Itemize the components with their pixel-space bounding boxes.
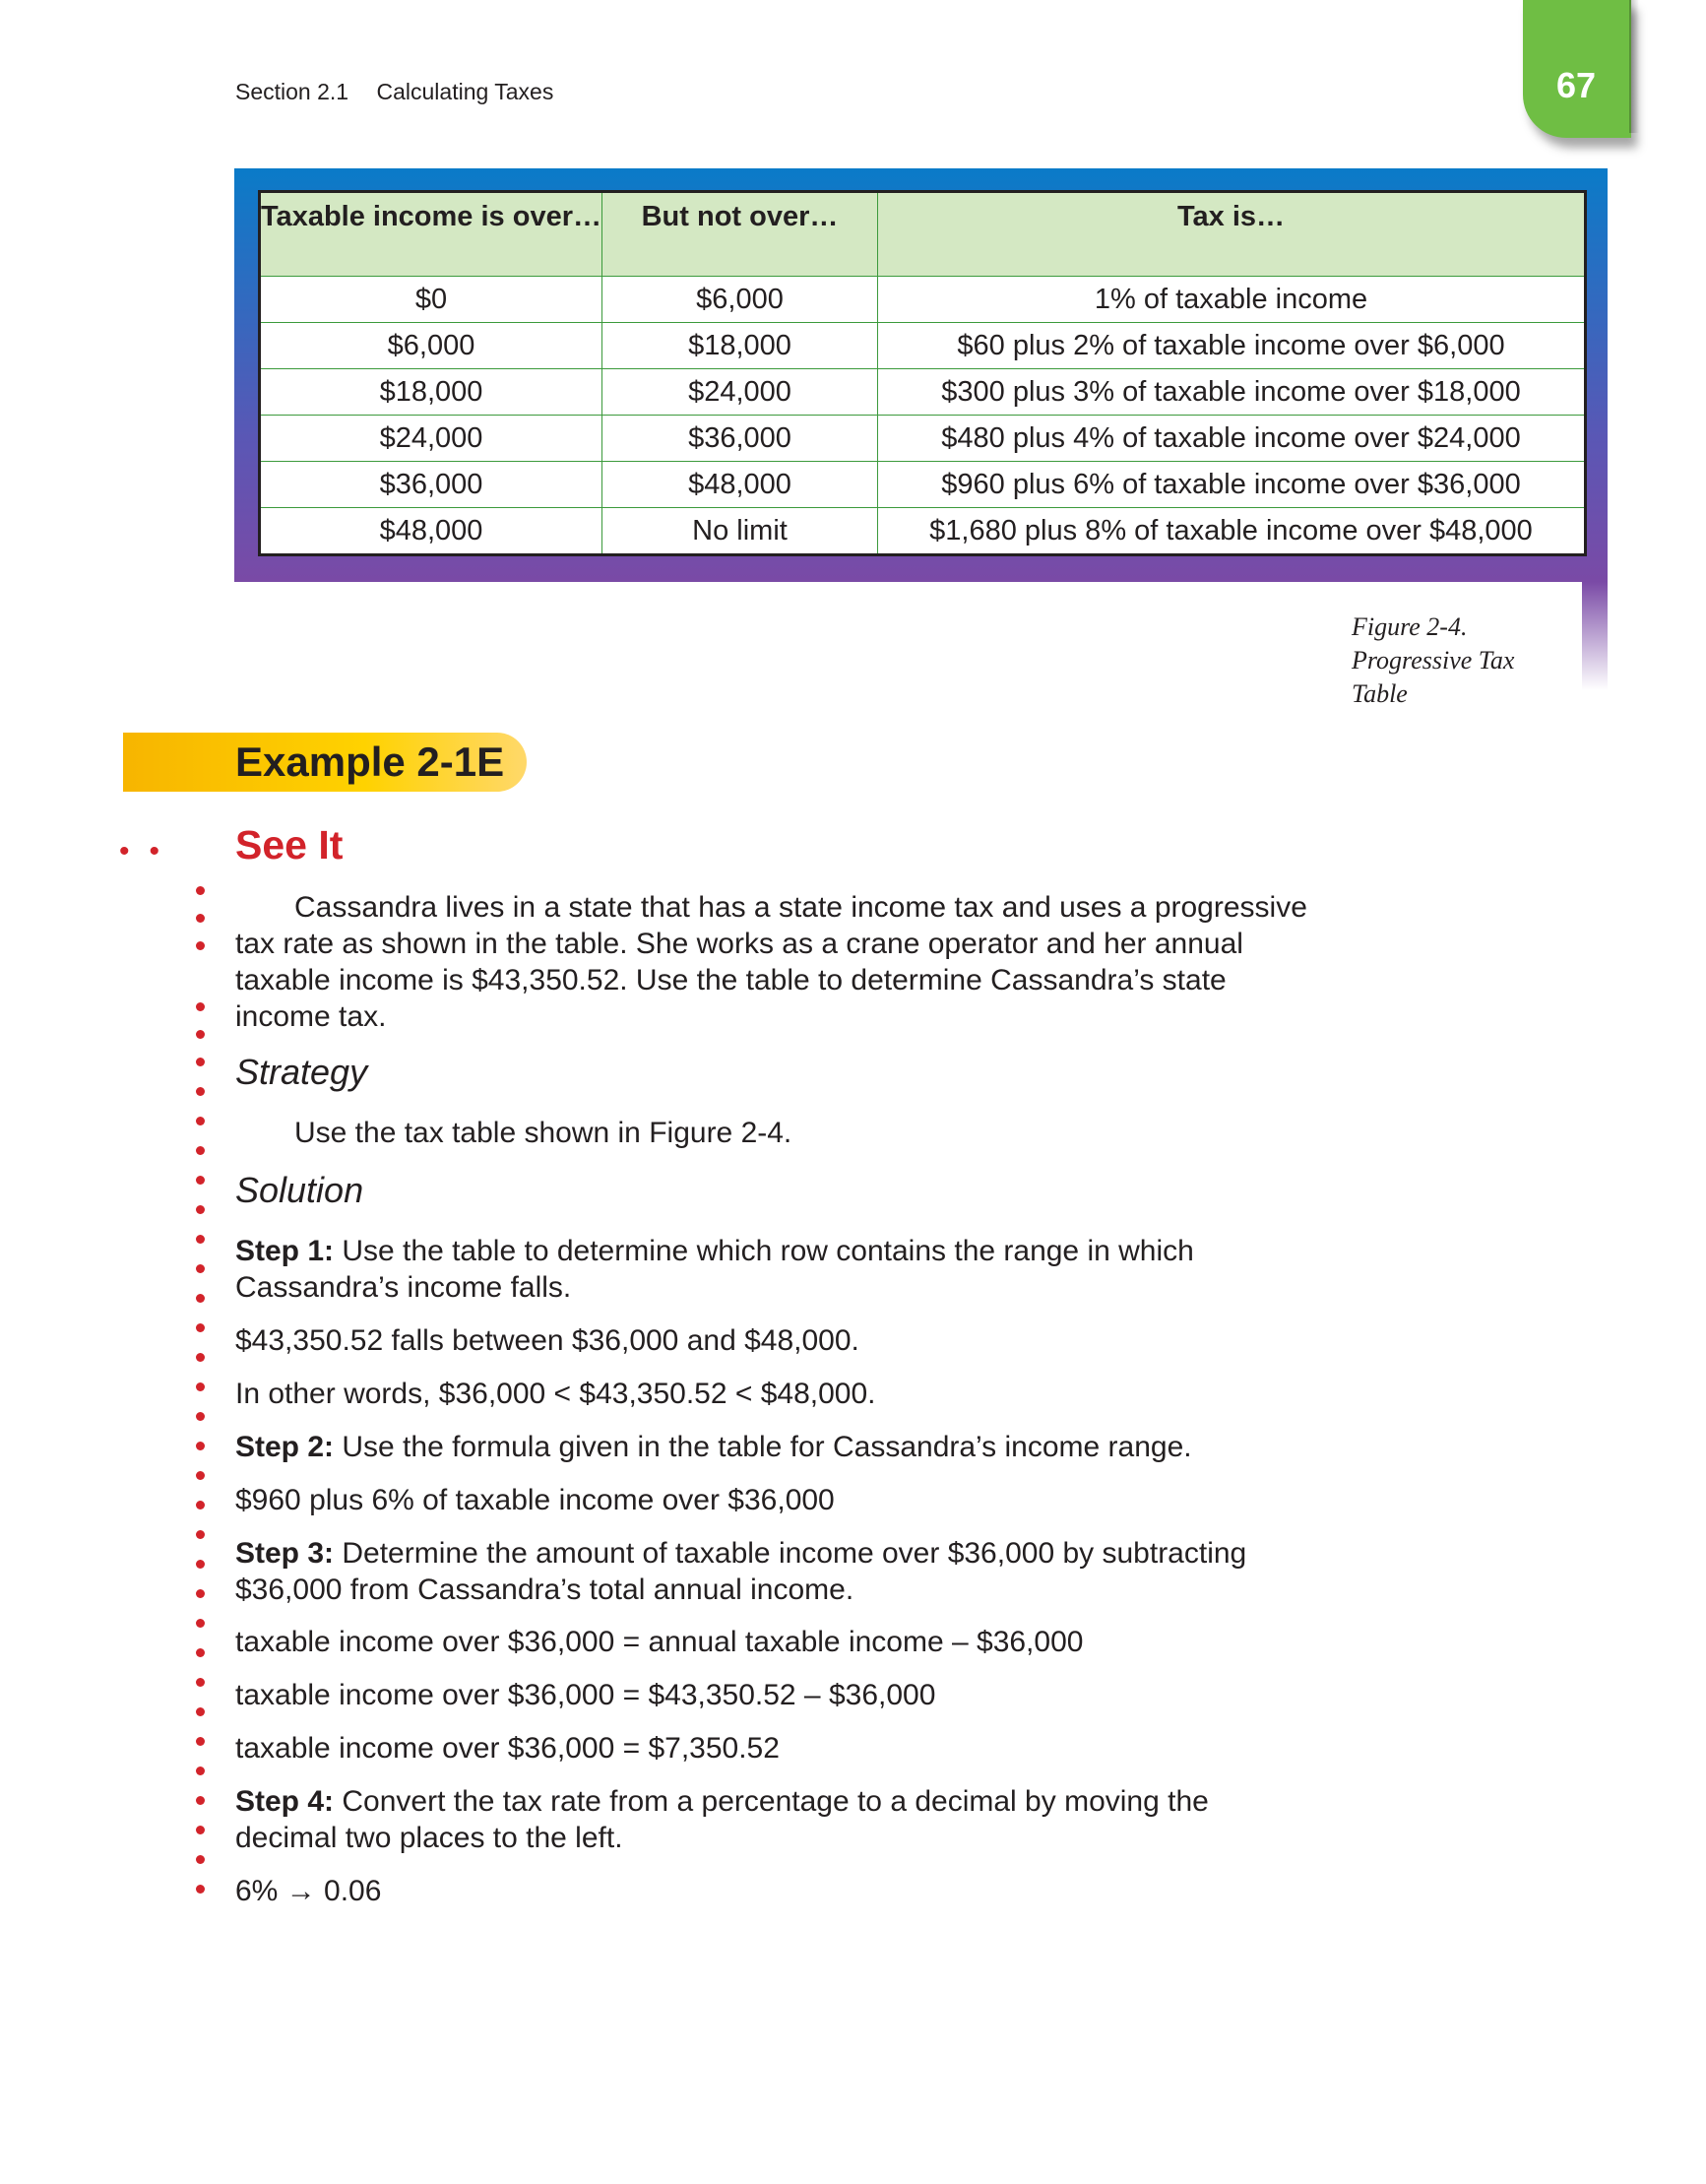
figure-title: Progressive Tax Table: [1352, 646, 1515, 708]
margin-dot: [196, 1353, 205, 1362]
see-it-heading: See It: [235, 822, 344, 867]
margin-dot: [196, 1002, 205, 1011]
solution-line: 6% → 0.06: [235, 1875, 382, 1907]
step-1-label: Step 1:: [235, 1235, 335, 1267]
decorative-side-bar: [1582, 582, 1608, 690]
progressive-tax-table: [258, 190, 1587, 556]
margin-dot: [196, 914, 205, 923]
solution-line: $43,350.52 falls between $36,000 and $48,000.: [235, 1324, 859, 1357]
margin-dot: [196, 1707, 205, 1716]
header-tax-is: Tax is…: [878, 192, 1586, 277]
margin-dot: [196, 1264, 205, 1273]
table-row: [260, 369, 1586, 416]
section-number: Section 2.1: [235, 79, 349, 104]
table-row: [260, 323, 1586, 369]
margin-dot: [196, 1205, 205, 1214]
margin-dot: [196, 1412, 205, 1421]
step-2-text: Use the formula given in the table for Cassandra’s income range.: [334, 1431, 1192, 1463]
solution-line: $960 plus 6% of taxable income over $36,000: [235, 1484, 835, 1516]
margin-dot: [196, 1766, 205, 1775]
margin-dot: [196, 1855, 205, 1864]
margin-dot: [196, 1501, 205, 1510]
margin-dot: [196, 1737, 205, 1746]
step-1: [235, 1233, 1318, 1306]
table-cell: $18,000: [602, 323, 878, 369]
margin-dot: [196, 1530, 205, 1539]
table-cell: $60 plus 2% of taxable income over $6,000: [878, 323, 1586, 369]
margin-dot: [196, 886, 205, 895]
margin-dot: [196, 1176, 205, 1185]
step-2: [235, 1429, 1318, 1465]
margin-dot: [196, 1442, 205, 1450]
table-cell: 1% of taxable income: [878, 277, 1586, 323]
running-header: [235, 79, 553, 105]
margin-dot: [196, 1087, 205, 1096]
table-cell: $300 plus 3% of taxable income over $18,000: [878, 369, 1586, 416]
table-row: [260, 508, 1586, 555]
strategy-heading: Strategy: [235, 1052, 368, 1092]
example-title: Example 2-1E: [235, 739, 505, 785]
margin-dot: [196, 1648, 205, 1657]
header-not-over: But not over…: [602, 192, 878, 277]
step-3: [235, 1535, 1318, 1608]
decorative-dots: ••: [119, 835, 180, 867]
table-row: [260, 416, 1586, 462]
margin-dot: [196, 941, 205, 950]
solution-line: taxable income over $36,000 = $7,350.52: [235, 1732, 780, 1765]
margin-dot: [196, 1885, 205, 1894]
margin-dot: [196, 1471, 205, 1480]
table-header-row: [260, 192, 1586, 277]
table-cell: $1,680 plus 8% of taxable income over $48,000: [878, 508, 1586, 555]
solution-line: taxable income over $36,000 = annual taxable income – $36,000: [235, 1626, 1084, 1658]
table-row: [260, 462, 1586, 508]
margin-dot: [196, 1323, 205, 1332]
table-cell: $18,000: [260, 369, 602, 416]
table-cell: $6,000: [260, 323, 602, 369]
figure-label: Figure 2-4.: [1352, 612, 1468, 641]
margin-dot: [196, 1146, 205, 1155]
solution-line: In other words, $36,000 < $43,350.52 < $48,000.: [235, 1378, 876, 1410]
margin-dot: [196, 1382, 205, 1391]
table-row: [260, 277, 1586, 323]
margin-dot: [196, 1826, 205, 1834]
solution-line: taxable income over $36,000 = $43,350.52 – $36,000: [235, 1679, 936, 1711]
section-title: Calculating Taxes: [376, 79, 554, 104]
table-cell: $24,000: [602, 369, 878, 416]
margin-dot: [196, 1058, 205, 1066]
table-cell: $36,000: [260, 462, 602, 508]
step-3-label: Step 3:: [235, 1537, 335, 1570]
margin-dot: [196, 1560, 205, 1569]
margin-dot: [196, 1294, 205, 1303]
margin-dot: [196, 1117, 205, 1125]
margin-dot: [196, 1589, 205, 1598]
margin-dot: [196, 1619, 205, 1628]
page-tab-shadow: [1629, 0, 1639, 133]
margin-dot: [196, 1796, 205, 1805]
step-1-text: Use the table to determine which row contains the range in which Cassandra’s income falls.: [235, 1235, 1194, 1304]
step-3-text: Determine the amount of taxable income over $36,000 by subtracting $36,000 from Cassandra’s total annual income.: [235, 1537, 1247, 1606]
margin-dot: [196, 1678, 205, 1687]
header-income-over: Taxable income is over…: [260, 192, 602, 277]
margin-dot: [196, 1235, 205, 1244]
problem-paragraph: Cassandra lives in a state that has a state income tax and uses a progressive tax rate as shown in the table. She works as a crane operator and her annual taxable income is $43,350.52. Use the table to determine Cassandra’s state income tax.: [235, 891, 1307, 1033]
table-cell: $48,000: [602, 462, 878, 508]
page-number: 67: [1555, 65, 1597, 105]
table-cell: $6,000: [602, 277, 878, 323]
margin-dot: [196, 1030, 205, 1039]
table-cell: $480 plus 4% of taxable income over $24,000: [878, 416, 1586, 462]
step-2-label: Step 2:: [235, 1431, 335, 1463]
table-cell: $24,000: [260, 416, 602, 462]
solution-heading: Solution: [235, 1170, 364, 1210]
strategy-text: Use the tax table shown in Figure 2-4.: [294, 1117, 792, 1149]
table-cell: $960 plus 6% of taxable income over $36,000: [878, 462, 1586, 508]
step-4: [235, 1783, 1318, 1856]
figure-caption: [1352, 610, 1548, 711]
step-4-text: Convert the tax rate from a percentage to a decimal by moving the decimal two places to the left.: [235, 1785, 1209, 1854]
table-cell: $48,000: [260, 508, 602, 555]
table-cell: $36,000: [602, 416, 878, 462]
table-cell: $0: [260, 277, 602, 323]
step-4-label: Step 4:: [235, 1785, 335, 1818]
table-cell: No limit: [602, 508, 878, 555]
